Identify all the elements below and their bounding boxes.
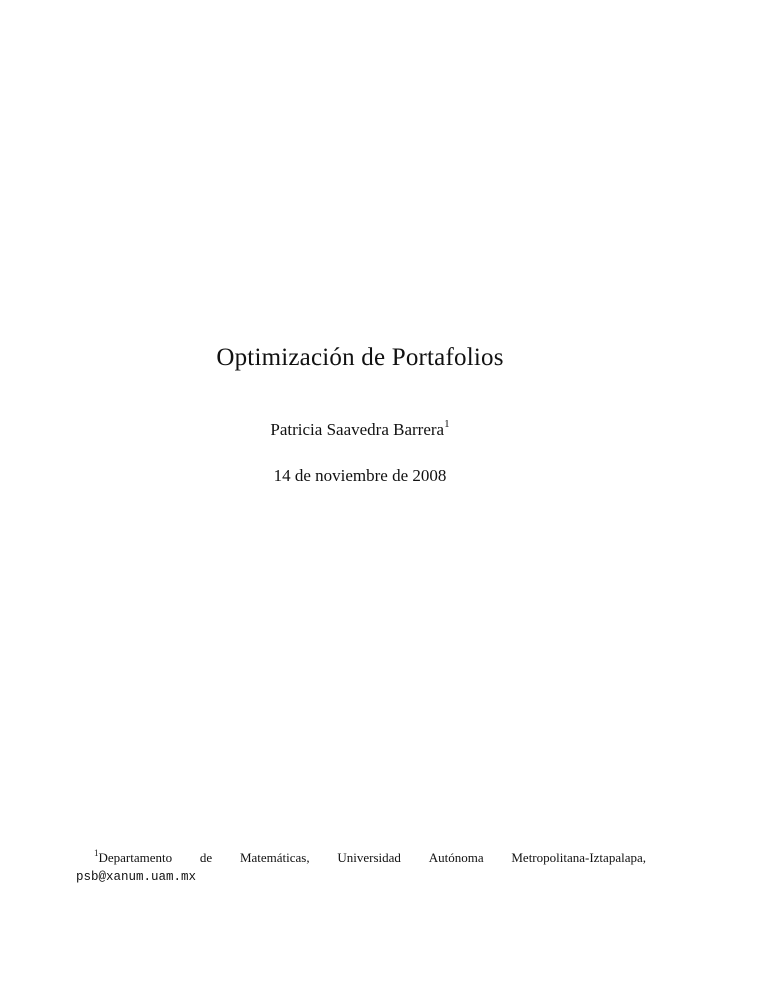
footnote-word-1 [94, 848, 172, 868]
footnote-word-4: Universidad [337, 850, 401, 865]
footnote [76, 848, 646, 886]
footnote-email: psb@xanum.uam.mx [76, 870, 197, 884]
document-title: Optimización de Portafolios [216, 344, 504, 371]
footnote-word-3: Matemáticas, [239, 850, 310, 865]
author-line [0, 418, 720, 442]
document-date: 14 de noviembre de 2008 [273, 466, 447, 485]
footnote-word-5: Autónoma [428, 850, 484, 865]
footnote-mark: 1 [94, 847, 99, 858]
footnote-affiliation [76, 848, 646, 868]
footnote-word-2: de [199, 850, 213, 865]
footnote-word-text: Departamento [98, 850, 173, 865]
author-footnote-mark: 1 [444, 418, 450, 431]
footnote-word-6: Metropolitana-Iztapalapa, [511, 850, 646, 865]
author-name: Patricia Saavedra Barrera [270, 420, 445, 439]
